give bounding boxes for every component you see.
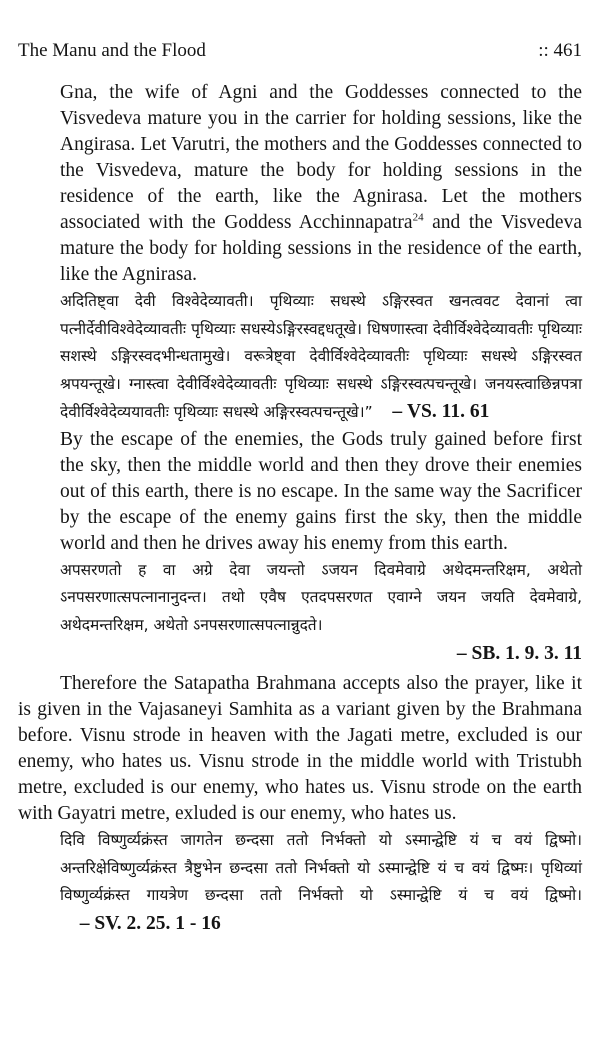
english-paragraph-3: Therefore the Satapatha Brahmana accepts also the prayer, like it is given in the Vajasaneyi Samhita as a variant given by the Brahmana before. Visnu strode in heaven with the Jagati metre, excluded is our enemy, who hates us. Visnu strode in the middle world with Tristubh metre, excluded is our enemy, who hates us. Visnu strode on the earth with Gayatri metre, exluded is our enemy, who hates us.: [18, 673, 582, 824]
sanskrit-verse-1-text: अदितिष्ट्वा देवी विश्वेदेव्यावती। पृथिव्याः सधस्थे ऽङ्गिरस्वत खनत्ववट देवानां त्वा पत्नीर्देवीविश्वेदेव्यावतीः पृथिव्याः सधस्येऽङ्गिरस्वद्दधतूखे। धिषणास्त्वा देवीर्विश्वेदेव्यावतीः पृथिव्याः सशस्थे ऽङ्गिरस्वदभीन्धतामुखे। वरूत्रेष्ट्वा देवीर्विश्वेदेव्यावतीः पृथिव्याः सधस्थे ऽङ्गिरस्वत श्रपयन्तूखे। ग्नास्त्वा देवीर्विश्वेदेव्यावतीः पृथिव्याः सधस्थे ऽङ्गिरस्वत्पचन्तूखे। जनयस्त्वाछिन्नपत्रा देवीर्विश्वेदेव्ययावतीः पृथिव्याः सधस्थे अङ्गिरस्वत्पचन्तूखे।”: [60, 292, 582, 421]
english-paragraph-1: [18, 80, 582, 288]
page-number: :: 461: [538, 40, 582, 61]
citation-sb: – SB. 1. 9. 3. 11: [456, 643, 582, 664]
citation-vs: – VS. 11. 61: [392, 401, 490, 422]
paragraph-1-text: Gna, the wife of Agni and the Goddesses connected to the Visvedeva mature you in the carrier for holding sessions, like the Angirasa. Let Varutri, the mothers and the Goddesses connected to the Visvedeva, mature the body for holding sessions in the residence of the earth, like the Agnirasa. Let the mothers associated with the Goddess Acchinnapatra: [60, 82, 582, 233]
sanskrit-verse-3-text: दिवि विष्णुर्व्यक्रंस्त जागतेन छन्दसा ततो निर्भक्तो यो ऽस्मान्द्वेष्टि यं च वयं द्विष्मो। अन्तरिक्षेविष्णुर्व्यक्रंस्त त्रैष्टुभेन छन्दसा ततो निर्भक्तो यो ऽस्मान्द्वेष्टि यं च वयं द्विष्मः। पृथिव्यां विष्णुर्व्यक्रंस्त गायत्रेण छन्दसा ततो निर्भक्तो यो ऽस्मान्द्वेष्टि यं च वयं द्विष्मो।: [60, 831, 582, 904]
page-body: [18, 80, 582, 938]
paragraph-1-text-cont: and the Visvedeva mature the body for holding sessions in the residence of the earth, like the Agnirasa.: [60, 212, 582, 285]
sanskrit-verse-2: अपसरणतो ह वा अग्रे देवा जयन्तो ऽजयन दिवमेवाग्रे अथेदमन्तरिक्षम, अथेतो ऽनपसरणात्सपत्नानानुदन्त। तथो एवैष एतदपसरणत एवाग्ने जयन जयति देवमेवाग्रे, अथेदमन्तरिक्षम, अथेतो ऽनपसरणात्सपत्नान्नुदते।: [60, 560, 582, 634]
chapter-title: The Manu and the Flood: [18, 40, 206, 61]
sanskrit-verse-1: [18, 288, 582, 427]
english-paragraph-2: By the escape of the enemies, the Gods truly gained before first the sky, then the middle world and then they drove their enemies out of this earth, there is no escape. In the same way the Sacrificer by the escape of the enemy gains first the sky, then the middle world and then he drives away his enemy from this earth.: [60, 428, 582, 554]
footnote-marker: 24: [412, 211, 424, 224]
citation-sv: – SV. 2. 25. 1 - 16: [79, 912, 221, 934]
running-header: [18, 40, 582, 62]
sanskrit-verse-3: [18, 827, 582, 938]
